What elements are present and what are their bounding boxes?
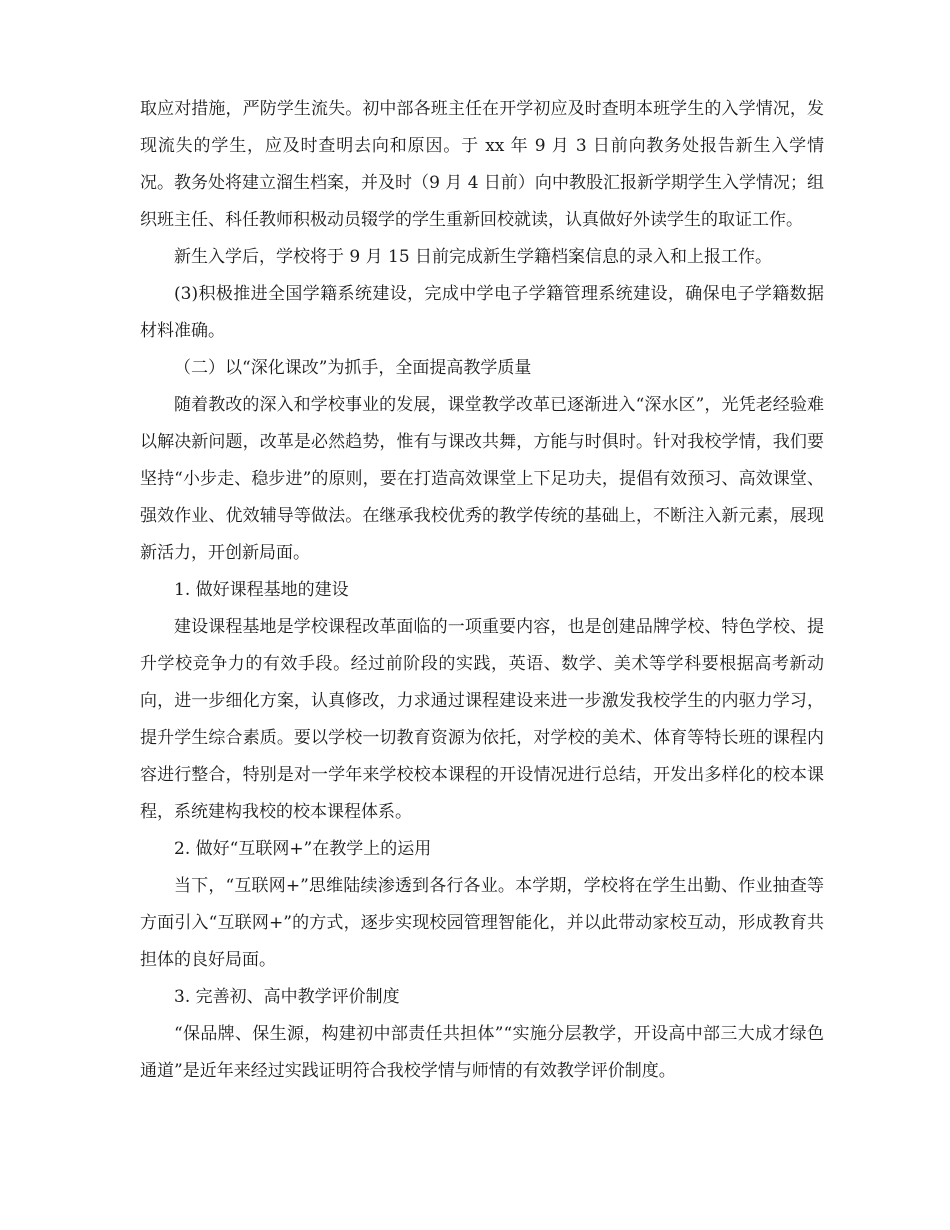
subheading-3: 3. 完善初、高中教学评价制度 [174, 987, 400, 1007]
subheading-1: 1. 做好课程基地的建设 [174, 580, 349, 600]
paragraph-1: 取应对措施，严防学生流失。初中部各班主任在开学初应及时查明本班学生的入学情况，发现流失的学生，应及时查明去向和原因。于 xx 年 9 月 3 日前向教务处报告新生入学情况。教务处将建立溜生档案，并及时（9 月 4 日前）向中教股汇报新学期学生入学情况；组织班主任、科任教师积极动员辍学的学生重新回校就读，认真做好外读学生的取证工作。 [140, 99, 824, 230]
paragraph-9: 当下，“互联网+”思维陆续渗透到各行各业。本学期，学校将在学生出勤、作业抽查等方面引入“互联网+”的方式，逐步实现校园管理智能化，并以此带动家校互动，形成教育共担体的良好局面。 [140, 876, 824, 970]
paragraph-2: 新生入学后，学校将于 9 月 15 日前完成新生学籍档案信息的录入和上报工作。 [174, 247, 773, 267]
document-body [140, 91, 824, 1090]
section-heading-2: （二）以“深化课改”为抓手，全面提高教学质量 [174, 358, 532, 378]
paragraph-3: (3)积极推进全国学籍系统建设，完成中学电子学籍管理系统建设，确保电子学籍数据材料准确。 [140, 284, 824, 341]
paragraph-5: 随着教改的深入和学校事业的发展，课堂教学改革已逐渐进入“深水区”，光凭老经验难以解决新问题，改革是必然趋势，惟有与课改共舞，方能与时俱时。针对我校学情，我们要坚持“小步走、稳步进”的原则，要在打造高效课堂上下足功夫，提倡有效预习、高效课堂、强效作业、优效辅导等做法。在继承我校优秀的教学传统的基础上，不断注入新元素，展现新活力，开创新局面。 [140, 395, 824, 563]
paragraph-11: “保品牌、保生源，构建初中部责任共担体”“实施分层教学，开设高中部三大成才绿色通道”是近年来经过实践证明符合我校学情与师情的有效教学评价制度。 [140, 1024, 824, 1081]
subheading-2: 2. 做好“互联网+”在教学上的运用 [174, 839, 432, 859]
paragraph-7: 建设课程基地是学校课程改革面临的一项重要内容，也是创建品牌学校、特色学校、提升学校竞争力的有效手段。经过前阶段的实践，英语、数学、美术等学科要根据高考新动向，进一步细化方案，认真修改，力求通过课程建设来进一步激发我校学生的内驱力学习，提升学生综合素质。要以学校一切教育资源为依托，对学校的美术、体育等特长班的课程内容进行整合，特别是对一学年来学校校本课程的开设情况进行总结，开发出多样化的校本课程，系统建构我校的校本课程体系。 [140, 617, 824, 822]
